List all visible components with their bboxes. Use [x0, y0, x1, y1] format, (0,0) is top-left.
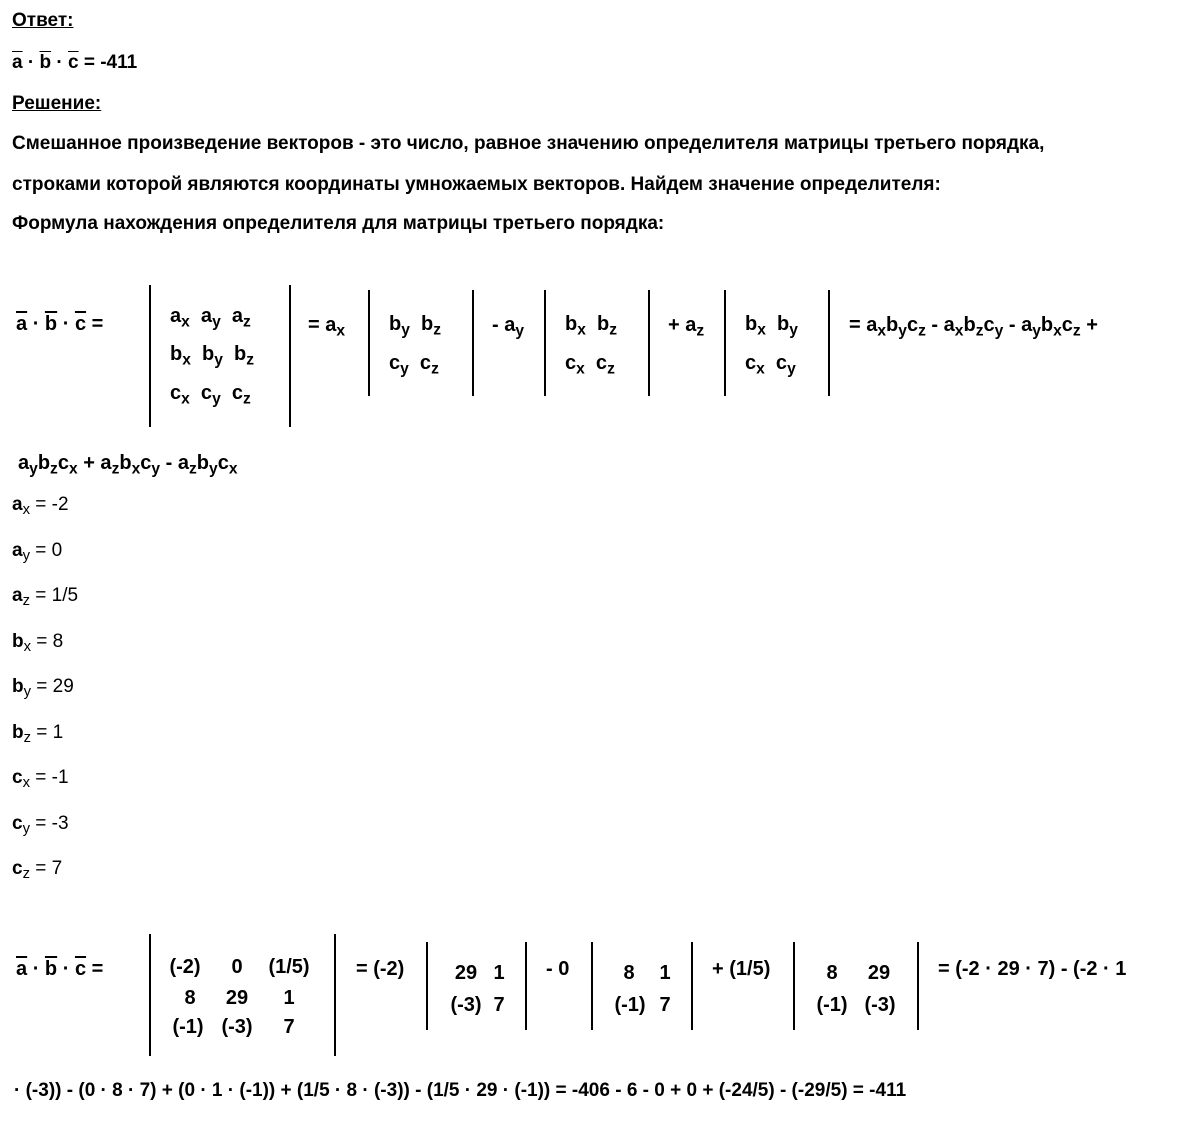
numeric-expansion-line-1: = (-2 · 29 · 7) - (-2 · 1: [938, 958, 1127, 980]
minor3-row-2: $c_x$ $c_y$: [745, 352, 796, 378]
minor2-row-1: $b_x$ $b_z$: [565, 313, 618, 339]
matrix-cell-r3c2: (-3): [221, 1016, 253, 1038]
minor3-cell-11: 8: [826, 962, 838, 984]
num-minor2-bar-left: [591, 942, 593, 1030]
matrix-row-1: $a_x$ $a_y$ $a_z$: [170, 305, 251, 331]
solution-label: Решение:: [12, 93, 102, 114]
text-line-3: Формула нахождения определителя для матрицы третьего порядка:: [12, 213, 665, 234]
matrix-row-2: $b_x$ $b_y$ $b_z$: [170, 343, 255, 369]
numeric-lhs: $\overline{a} \cdot \overline{b} \cdot \overline{c}$ =: [16, 958, 104, 980]
variable-az: $a_z = 1/5$: [12, 585, 79, 610]
num-minor2-bar-right: [691, 942, 693, 1030]
vector-a: $\overline{a}$: [12, 52, 23, 73]
numeric-expansion-line-2: · (-3)) - (0 · 8 · 7) + (0 · 1 · (-1)) + (1/5 · 8 · (-3)) - (1/5 · 29 · (-1)) = -406 - 6 - 0 + 0 + (-24/5) - (-29/5) = -411: [14, 1080, 907, 1101]
minor2-cell-12: 1: [659, 962, 671, 984]
text-line-1: Смешанное произведение векторов - это число, равное значению определителя матрицы третьего порядка,: [12, 133, 1045, 154]
answer-value: = -411: [83, 52, 138, 73]
minor1-row-1: $b_y$ $b_z$: [389, 313, 442, 339]
minor1-row-2: $c_y$ $c_z$: [389, 352, 439, 378]
coef-az: + $a_z$: [668, 314, 705, 340]
matrix-cell-r1c1: (-2): [169, 956, 201, 978]
matrix-cell-r3c3: 7: [283, 1016, 295, 1038]
coef-ay: - $a_y$: [492, 314, 525, 340]
variable-cz: $c_z = 7$: [12, 858, 63, 883]
minor1-cell-21: (-3): [450, 994, 482, 1016]
answer-label: Ответ:: [12, 10, 74, 31]
num-coef-3: + (1/5): [712, 958, 771, 980]
matrix-row-3: $c_x$ $c_y$ $c_z$: [170, 382, 251, 408]
minor2-row-2: $c_x$ $c_z$: [565, 352, 615, 378]
minor3-bar-right: [828, 290, 830, 396]
coef-ax: = $a_x$: [308, 314, 346, 340]
num-coef-1: = (-2): [356, 958, 405, 980]
minor2-bar-right: [648, 290, 650, 396]
minor3-cell-12: 29: [867, 962, 891, 984]
variable-cx: $c_x = -1$: [12, 767, 69, 792]
minor2-cell-11: 8: [623, 962, 635, 984]
matrix-cell-r2c1: 8: [184, 987, 196, 1009]
minor3-cell-21: (-1): [816, 994, 848, 1016]
minor3-row-1: $b_x$ $b_y$: [745, 313, 798, 339]
variable-ax: $a_x = -2$: [12, 494, 69, 519]
matrix-cell-r2c2: 29: [225, 987, 249, 1009]
variable-ay: $a_y = 0$: [12, 539, 63, 564]
minor1-cell-11: 29: [454, 962, 478, 984]
minor1-cell-22: 7: [493, 994, 505, 1016]
matrix-cell-r3c1: (-1): [172, 1016, 204, 1038]
matrix-cell-r1c3: (1/5): [268, 956, 310, 978]
minor1-bar-left: [368, 290, 370, 396]
minor3-cell-22: (-3): [864, 994, 896, 1016]
num-minor3-bar-left: [793, 942, 795, 1030]
minor2-cell-21: (-1): [614, 994, 646, 1016]
num-minor1-bar-left: [426, 942, 428, 1030]
minor1-cell-12: 1: [493, 962, 505, 984]
det-bar-right: [289, 285, 291, 427]
answer-line: $\overline{a} \cdot \overline{b} \cdot \overline{c} = -411$: [12, 52, 138, 73]
expansion-line-2: $a_yb_zc_x + a_zb_xc_y - a_zb_yc_x$: [18, 452, 238, 478]
matrix-cell-r1c2: 0: [231, 956, 243, 978]
minor1-bar-right: [472, 290, 474, 396]
variable-bx: $b_x = 8$: [12, 630, 64, 655]
num-coef-2: - 0: [546, 958, 570, 980]
expansion-tail: = $a_xb_yc_z - a_xb_zc_y - a_yb_xc_z$ +: [849, 314, 1098, 340]
num-det-bar-left: [149, 934, 151, 1056]
minor2-bar-left: [544, 290, 546, 396]
vector-c: $\overline{c}$: [67, 52, 79, 73]
formula-lhs: $\overline{a} \cdot \overline{b} \cdot \overline{c}$ =: [16, 313, 104, 335]
vector-b: $\overline{b}$: [39, 52, 52, 73]
num-det-bar-right: [334, 934, 336, 1056]
text-line-2: строками которой являются координаты умножаемых векторов. Найдем значение определителя:: [12, 174, 941, 195]
minor2-cell-22: 7: [659, 994, 671, 1016]
det-bar-left: [149, 285, 151, 427]
variable-by: $b_y = 29$: [12, 676, 74, 701]
variable-cy: $c_y = -3$: [12, 812, 69, 837]
num-minor1-bar-right: [525, 942, 527, 1030]
num-minor3-bar-right: [917, 942, 919, 1030]
matrix-cell-r2c3: 1: [283, 987, 295, 1009]
variable-bz: $b_z = 1$: [12, 721, 64, 746]
minor3-bar-left: [724, 290, 726, 396]
